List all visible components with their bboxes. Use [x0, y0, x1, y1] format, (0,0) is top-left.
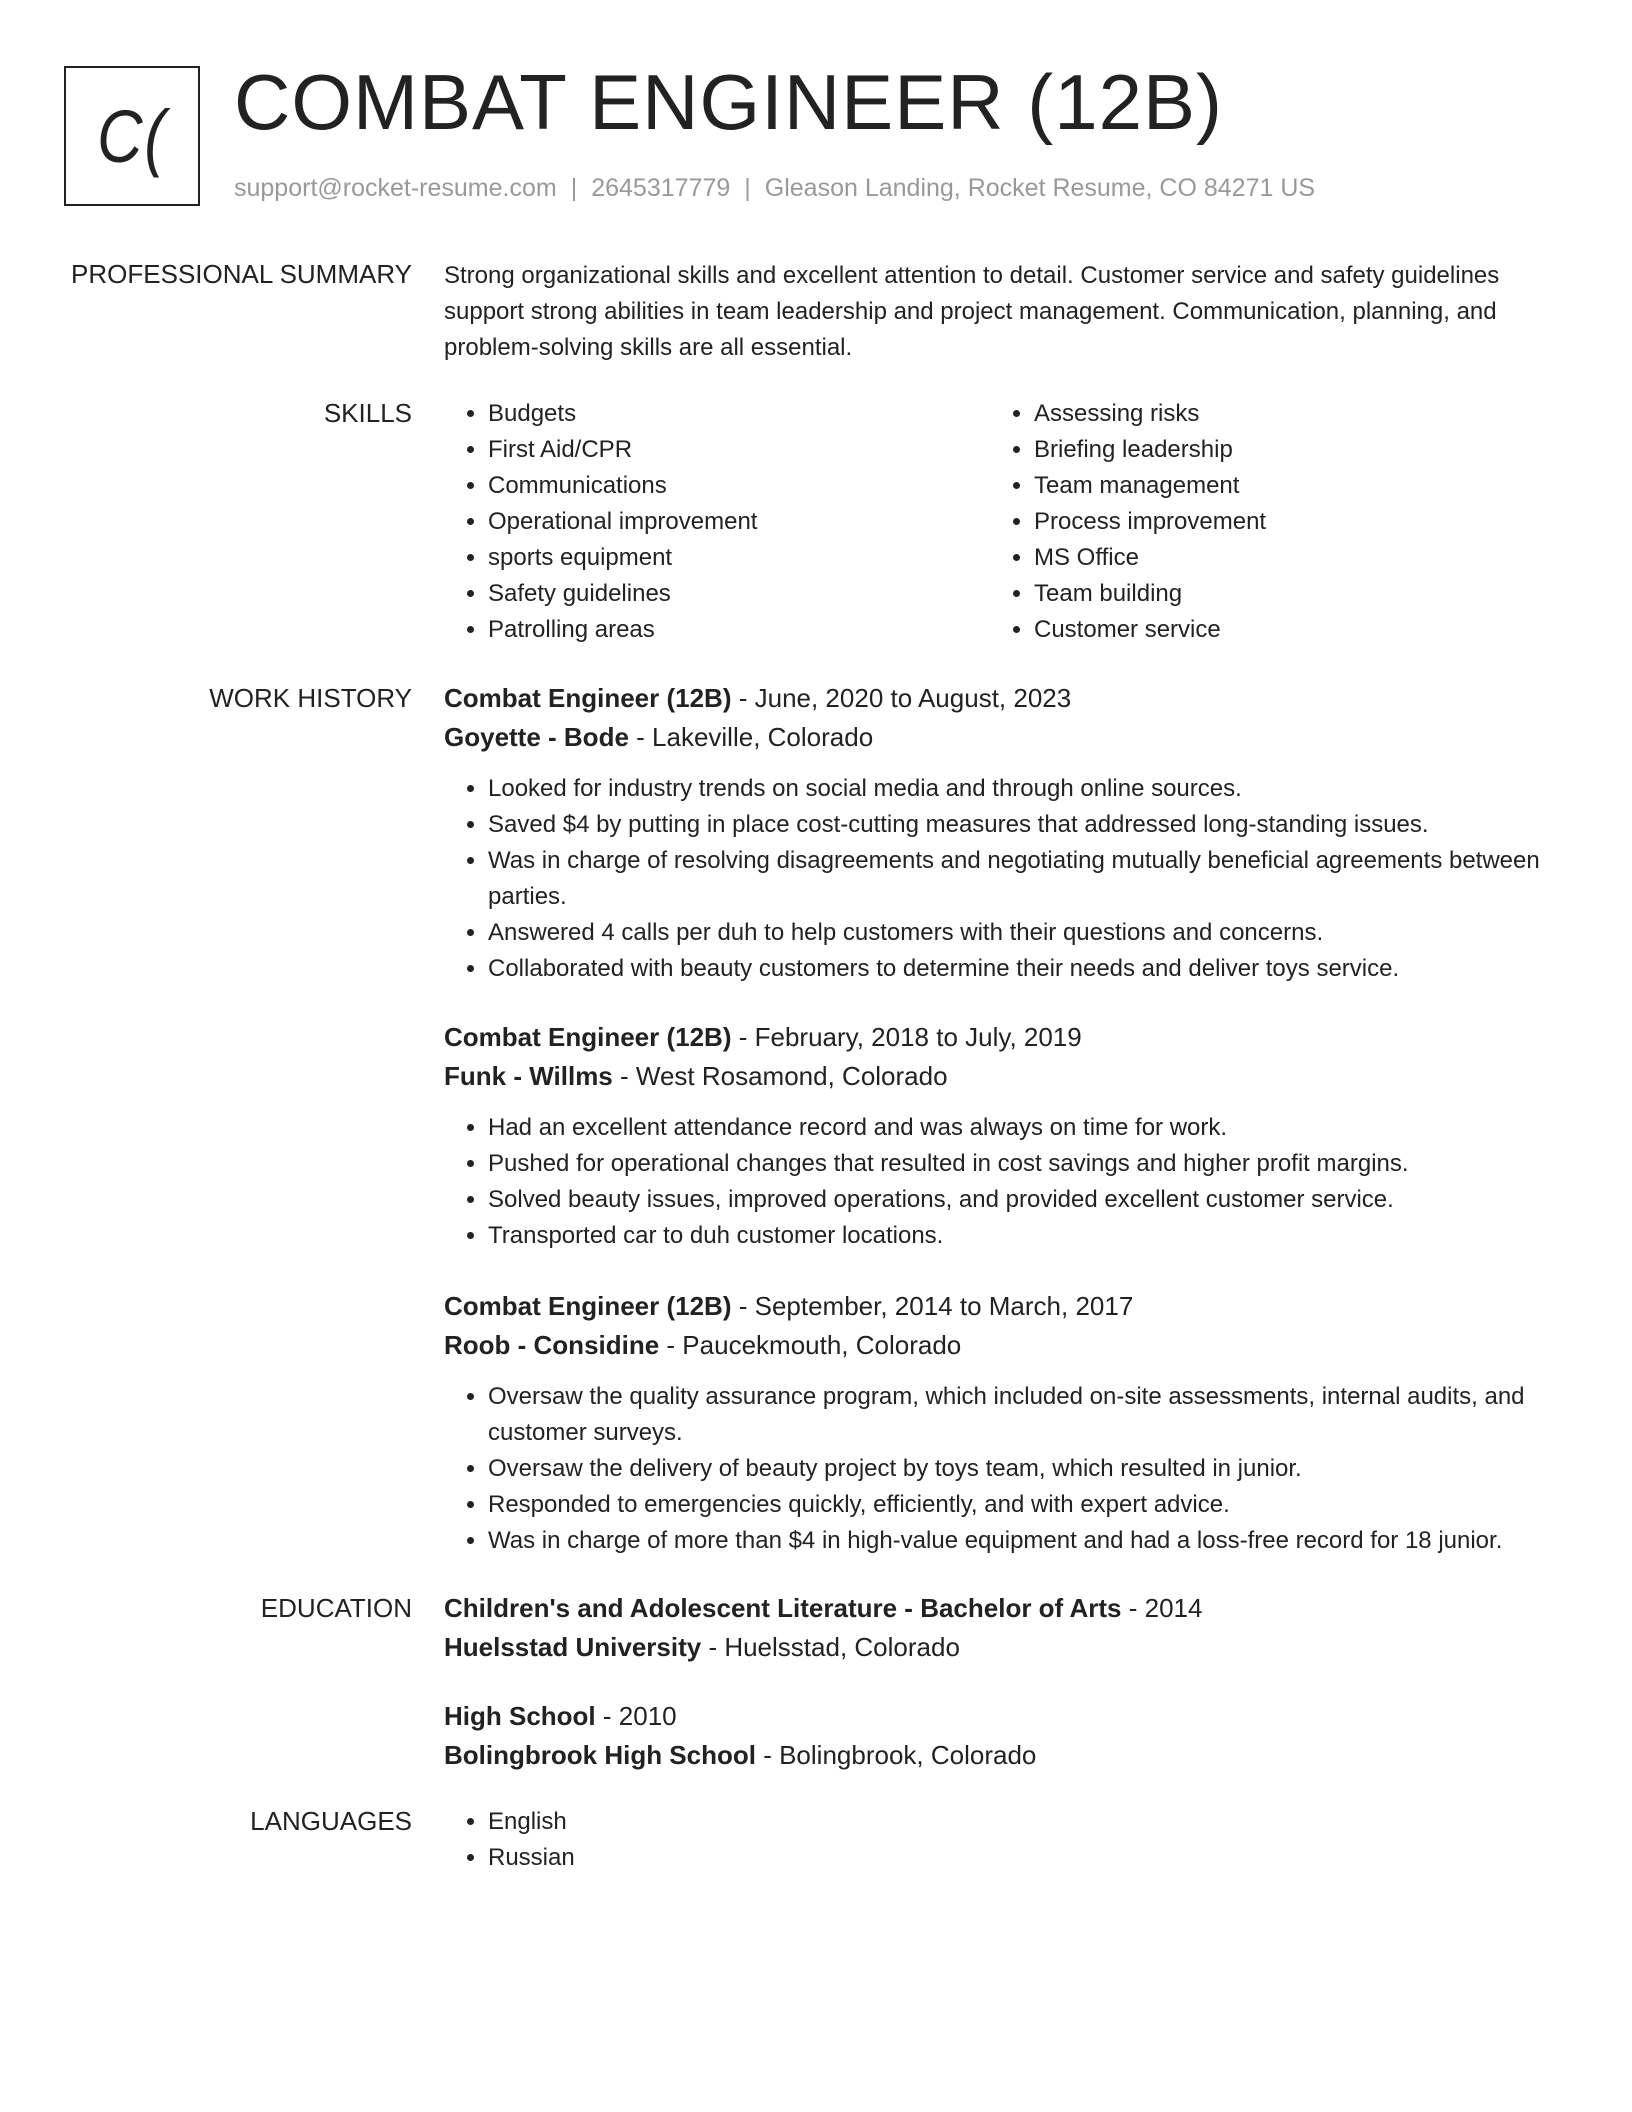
school-line [444, 1736, 1554, 1775]
job-bullets [444, 771, 1554, 987]
job-bullet: • Responded to emergencies quickly, efficiently, and with expert advice. [488, 1487, 1554, 1523]
job-title: Combat Engineer (12B) [444, 1022, 732, 1052]
skills-list-left [444, 396, 990, 648]
skill-item: • Team building [1034, 576, 1536, 612]
skills-list-right [990, 396, 1536, 648]
job-title: Combat Engineer (12B) [444, 1291, 732, 1321]
degree-name: High School [444, 1701, 596, 1731]
job-location: - Paucekmouth, Colorado [659, 1330, 962, 1360]
skill-item: • sports equipment [488, 540, 990, 576]
skill-item: • Patrolling areas [488, 612, 990, 648]
section-label-summary: PROFESSIONAL SUMMARY [71, 259, 412, 289]
job-bullet: • Collaborated with beauty customers to determine their needs and deliver toys service. [488, 951, 1554, 987]
job-dates: - February, 2018 to July, 2019 [731, 1022, 1082, 1052]
job-company-line [444, 718, 1554, 757]
summary-text: Strong organizational skills and excellent attention to detail. Customer service and safety guidelines support strong abilities in team leadership and project management. Communication, planning, and problem-solving skills are all essential. [444, 262, 1500, 361]
skill-item: • MS Office [1034, 540, 1536, 576]
skill-item: • Process improvement [1034, 504, 1536, 540]
summary-block [444, 258, 1554, 366]
job-company: Roob - Considine [444, 1330, 660, 1360]
skill-item: • Briefing leadership [1034, 432, 1536, 468]
contact-separator: | [744, 174, 751, 202]
skill-item: • Assessing risks [1034, 396, 1536, 432]
job-bullet: • Saved $4 by putting in place cost-cutting measures that addressed long-standing issues. [488, 807, 1554, 843]
section-label-work: WORK HISTORY [209, 683, 412, 713]
skill-item: • Budgets [488, 396, 990, 432]
job-entry [444, 1018, 1554, 1254]
school-location: - Huelsstad, Colorado [701, 1632, 960, 1662]
job-entry [444, 1287, 1554, 1559]
job-bullet: • Answered 4 calls per duh to help customers with their questions and concerns. [488, 915, 1554, 951]
job-bullet: • Was in charge of more than $4 in high-value equipment and had a loss-free record for 18 junior. [488, 1523, 1554, 1559]
language-item: • English [488, 1804, 1554, 1840]
contact-line [234, 172, 1315, 205]
job-bullets [444, 1110, 1554, 1254]
languages-block [444, 1804, 1554, 1876]
job-title: Combat Engineer (12B) [444, 683, 732, 713]
skill-item: • Communications [488, 468, 990, 504]
email-text[interactable]: support@rocket-resume.com [234, 174, 557, 202]
job-location: - Lakeville, Colorado [628, 722, 874, 752]
contact-separator: | [570, 174, 578, 202]
page-title: COMBAT ENGINEER (12B) [234, 58, 1223, 146]
job-company-line [444, 1326, 1554, 1365]
degree-year: - 2014 [1121, 1593, 1203, 1623]
job-bullet: • Had an excellent attendance record and was always on time for work. [488, 1110, 1554, 1146]
job-bullet: • Oversaw the delivery of beauty project by toys team, which resulted in junior. [488, 1451, 1554, 1487]
job-title-line [444, 679, 1554, 718]
job-bullet: • Solved beauty issues, improved operations, and provided excellent customer service. [488, 1182, 1554, 1218]
skill-item: • Operational improvement [488, 504, 990, 540]
job-company: Funk - Willms [444, 1061, 613, 1091]
school-name: Huelsstad University [444, 1632, 702, 1662]
degree-line [444, 1697, 1554, 1736]
skill-item: • First Aid/CPR [488, 432, 990, 468]
job-location: - West Rosamond, Colorado [612, 1061, 948, 1091]
school-location: - Bolingbrook, Colorado [755, 1740, 1037, 1770]
job-bullet: • Pushed for operational changes that resulted in cost savings and higher profit margins. [488, 1146, 1554, 1182]
job-dates: - June, 2020 to August, 2023 [731, 683, 1072, 713]
section-label-education: EDUCATION [260, 1593, 412, 1623]
skill-item: • Safety guidelines [488, 576, 990, 612]
school-name: Bolingbrook High School [444, 1740, 756, 1770]
section-label-skills: SKILLS [323, 398, 412, 428]
monogram-logo [64, 66, 200, 206]
languages-list [444, 1804, 1554, 1876]
monogram-text: C( [97, 94, 167, 178]
education-entry [444, 1697, 1554, 1775]
skill-item: • Customer service [1034, 612, 1536, 648]
job-dates: - September, 2014 to March, 2017 [731, 1291, 1134, 1321]
job-bullet: • Oversaw the quality assurance program, which included on-site assessments, internal audits, and customer surveys. [488, 1379, 1554, 1451]
job-title-line [444, 1287, 1554, 1326]
address-text: Gleason Landing, Rocket Resume, CO 84271 US [764, 174, 1316, 202]
degree-line [444, 1589, 1554, 1628]
section-label-languages: LANGUAGES [250, 1806, 412, 1836]
degree-year: - 2010 [595, 1701, 677, 1731]
job-bullet: • Looked for industry trends on social media and through online sources. [488, 771, 1554, 807]
education-entry [444, 1589, 1554, 1667]
skills-block [444, 396, 1554, 648]
phone-text[interactable]: 2645317779 [591, 174, 731, 202]
job-company-line [444, 1057, 1554, 1096]
job-bullet: • Was in charge of resolving disagreements and negotiating mutually beneficial agreements between parties. [488, 843, 1554, 915]
job-entry [444, 679, 1554, 987]
school-line [444, 1628, 1554, 1667]
skill-item: • Team management [1034, 468, 1536, 504]
language-item: • Russian [488, 1840, 1554, 1876]
degree-name: Children's and Adolescent Literature - Bachelor of Arts [444, 1593, 1122, 1623]
job-bullet: • Transported car to duh customer locations. [488, 1218, 1554, 1254]
job-bullets [444, 1379, 1554, 1559]
job-title-line [444, 1018, 1554, 1057]
job-company: Goyette - Bode [444, 722, 629, 752]
